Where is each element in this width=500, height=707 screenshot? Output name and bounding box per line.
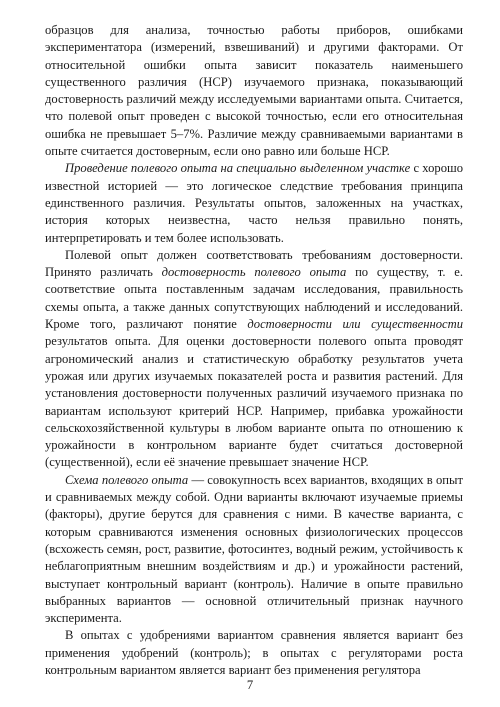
italic-term: Проведение полевого опыта на специально выделенном участке: [65, 161, 411, 176]
paragraph-text: Полевой опыт должен соответствовать требованиям достоверности. Принято различать: [45, 247, 463, 280]
page-number: 7: [246, 678, 254, 692]
paragraph-text: образцов для анализа, точностью работы приборов, ошибками экспериментатора (измерений, взвешиваний) и другими факторами. От относительной ошибки опыта зависит показатель наименьшего существенного различия (НСР) изучаемого признака, показывающий достоверность различий между исследуемыми вариантами опыта. Считается, что полевой опыт проведен с высокой точностью, если его относительная ошибка не превышает 5–7%. Различие между сравниваемыми вариантами в опыте считается достоверным, если оно равно или больше НСР.: [45, 23, 463, 159]
paragraph-text: результатов опыта. Для оценки достоверности полевого опыта проводят агрономический анализ и статистическую обработку результатов учета урожая или других изучаемых показателей роста и развития растений. Для установления достоверности полученных различий изучаемого признака по вариантам используют критерий НСР. Например, прибавка урожайности сельскохозяйственной культуры в любом варианте опыта по отношению к урожайности в контрольном варианте будет считаться достоверной (существенной), если её значение превышает значение НСР.: [45, 334, 463, 470]
paragraph-text: по существу, т. е. соответствие опыта поставленным задачам исследования, правильность схемы опыта, а также данных сопутствующих наблюдений и исследований. Кроме того, различают понятие: [45, 265, 463, 332]
italic-term: Схема полевого опыта: [65, 472, 189, 487]
paragraph-text: с хорошо известной историей — это логическое следствие требования принципа единственного различия. Результаты опытов, заложенных на участках, история которых неизвестна, часто нельзя правильно понять, интерпретировать и тем более использовать.: [45, 161, 464, 245]
paragraph-2: [45, 160, 463, 246]
paragraph-3: [45, 247, 463, 472]
paragraph-5: [45, 627, 463, 679]
paragraph-text: — совокупность всех вариантов, входящих в опыт и сравниваемых между собой. Одни варианты включают изучаемые приемы (факторы), другие берутся для сравнения с ними. В качестве варианта, с которым сравниваются изменения основных физиологических процессов (всхожесть семян, рост, развитие, фотосинтез, водный режим, устойчивость к неблагоприятным внешним воздействиям и др.) и урожайности растений, выступает контрольный вариант (контроль). Наличие в опыте правильно выбранных вариантов — основной отличительный признак научного эксперимента.: [45, 472, 463, 626]
page-body: [45, 22, 463, 679]
paragraph-4: [45, 472, 463, 628]
paragraph-1: [45, 22, 463, 160]
italic-term: достоверность полевого опыта: [161, 265, 347, 280]
italic-term: достоверности или существенности: [247, 317, 463, 332]
paragraph-text: В опытах с удобрениями вариантом сравнения является вариант без применения удобрений (контроль); в опытах с регуляторами роста контрольным вариантом является вариант без применения регулятора: [45, 628, 463, 677]
